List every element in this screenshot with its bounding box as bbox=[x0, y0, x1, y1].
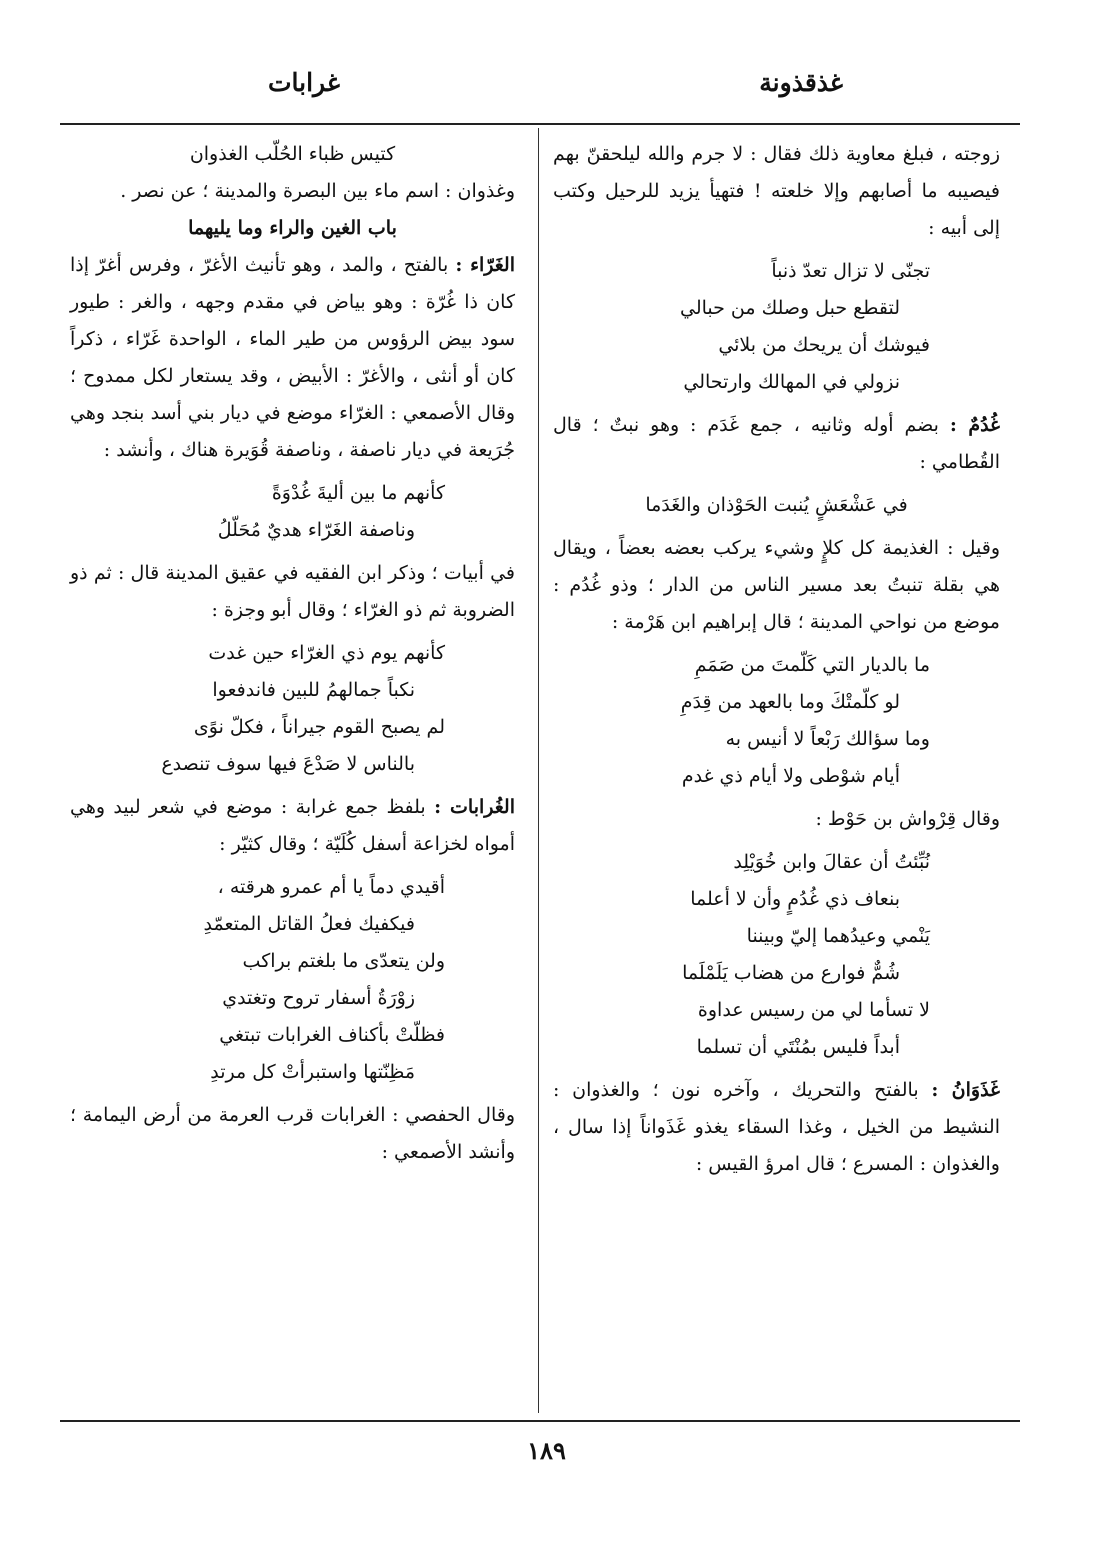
entry-headword: الغُرابات : bbox=[434, 796, 515, 818]
bottom-rule bbox=[60, 1420, 1020, 1422]
verse-line: ما بالديار التي كَلّمتَ من صَمَمِ bbox=[694, 654, 930, 676]
verse-line: كأنهم ما بين أليةَ غُدْوَةً bbox=[271, 482, 445, 504]
section-heading: باب الغين والراء وما يليهما bbox=[188, 217, 397, 239]
verse-line: أيام شوْطى ولا أيام ذي غدم bbox=[681, 765, 900, 787]
poem bbox=[553, 844, 1000, 1066]
entry-text: بضم أوله وثانيه ، جمع غَدَم : وهو نبتٌ ؛ قال القُطامي : bbox=[553, 414, 1000, 473]
entry-headword: غُدُمٌ : bbox=[949, 414, 1000, 436]
paragraph: زوجته ، فبلغ معاوية ذلك فقال : لا جرم والله ليلحقنّ بهم فيصيبه ما أصابهم وإلا خلعته ! فتهيأ يزيد للرحيل وكتب إلى أبيه : bbox=[553, 143, 1000, 239]
dictionary-entry bbox=[553, 1072, 1000, 1183]
paragraph: في أبيات ؛ وذكر ابن الفقيه في عقيق المدينة قال : ثم ذو الضروبة ثم ذو الغرّاء ؛ وقال أبو وجزة : bbox=[70, 562, 515, 621]
entry-text: بالفتح والتحريك ، وآخره نون ؛ والغذوان : النشيط من الخيل ، وغذا السقاء يغذو غَذَواناً إذا سال ، والغذوان : المسرع ؛ قال امرؤ القيس : bbox=[553, 1079, 1000, 1175]
poem bbox=[70, 475, 515, 549]
entry-headword: الغَرّاء : bbox=[455, 254, 515, 276]
entry-text: بالفتح ، والمد ، وهو تأنيث الأغرّ ، وفرس أغرّ إذا كان ذا غُرّة : وهو بياض في مقدم وجهه ، والغر : طيور سود بيض الرؤوس من طير الماء ، الواحدة غَرّاء ، ذكراً كان أو أنثى ، والأغرّ : الأبيض ، وقد يستعار لكل ممدوح ؛ وقال الأصمعي : الغرّاء موضع في ديار بني أسد بنجد وهي جُرَيعة في ديار ناصفة ، وناصفة قُوَيرة هناك ، وأنشد : bbox=[70, 254, 515, 461]
verse-line: ولن يتعدّى ما بلغتم براكب bbox=[242, 950, 445, 972]
poem bbox=[70, 635, 515, 783]
verse-line: وناصفة الغَرّاء هديٌ مُحَلّلُ bbox=[217, 519, 415, 541]
verse-line: لو كلّمتْكَ وما بالعهد من قِدَمِ bbox=[680, 691, 900, 713]
paragraph: وغذوان : اسم ماء بين البصرة والمدينة ؛ عن نصر . bbox=[120, 180, 515, 202]
entry-text: بلفظ جمع غرابة : موضع في شعر لبيد وهي أمواه لخزاعة أسفل كُلَيّة ؛ وقال كثيّر : bbox=[70, 796, 515, 855]
verse-line: وما سؤالك رَبْعاً لا أنيس به bbox=[725, 728, 930, 750]
poem bbox=[553, 647, 1000, 795]
verse-line: يَنْمي وعيدُهما إليّ وبيننا bbox=[746, 925, 930, 947]
verse-line: لم يصبح القوم جيراناً ، فكلّ نوًى bbox=[193, 716, 445, 738]
verse-line: نزولي في المهالك وارتحالي bbox=[683, 371, 900, 393]
column-divider bbox=[538, 128, 539, 1413]
dictionary-entry bbox=[553, 407, 1000, 481]
verse-line: فظلّتْ بأكناف الغرابات تبتغي bbox=[219, 1024, 445, 1046]
verse-line: فيكفيك فعلُ القاتل المتعمّدِ bbox=[203, 913, 415, 935]
verse-line: أبداً فليس بمُنْتَي أن تسلما bbox=[696, 1036, 900, 1058]
paragraph: وقيل : الغذيمة كل كلإٍ وشيء يركب بعضه بعضاً ، ويقال هي بقلة تنبتُ بعد مسير الناس من الدار ؛ وذو غُدُم : موضع من نواحي المدينة ؛ قال إبراهيم ابن هَرْمة : bbox=[553, 537, 1000, 633]
dictionary-entry bbox=[70, 789, 515, 863]
verse-line: شُمٌّ فوارع من هضاب يَلَمْلَما bbox=[682, 962, 900, 984]
paragraph: وقال الحفصي : الغرابات قرب العرمة من أرض اليمامة ؛ وأنشد الأصمعي : bbox=[70, 1104, 515, 1163]
verse-line: في عَشْعَشٍ يُنبت الحَوْذان والغَدَما bbox=[645, 494, 908, 516]
verse-line: كتيس ظباء الحُلّب الغذوان bbox=[189, 143, 396, 165]
verse-line: كأنهم يوم ذي الغرّاء حين غدت bbox=[208, 642, 445, 664]
poem bbox=[70, 869, 515, 1091]
running-header-left: غرابات bbox=[268, 68, 340, 97]
verse-line: لتقطع حبل وصلك من حبالي bbox=[679, 297, 900, 319]
poem bbox=[553, 487, 1000, 524]
dictionary-entry bbox=[70, 247, 515, 469]
right-column bbox=[553, 136, 1000, 1183]
verse-line: تجنّى لا تزال تعدّ ذنباً bbox=[771, 260, 930, 282]
entry-headword: غَذَوَانُ : bbox=[931, 1079, 1000, 1101]
verse-line: أقيدي دماً يا أم عمرو هرقته ، bbox=[217, 876, 445, 898]
verse-line: لا تسأما لي من رسيس عداوة bbox=[697, 999, 930, 1021]
page-number: ١٨٩ bbox=[527, 1436, 566, 1465]
poem bbox=[553, 253, 1000, 401]
verse-line: نكباً جمالهمُ للبين فاندفعوا bbox=[212, 679, 415, 701]
verse-line: بالناس لا صَدْعَ فيها سوف تنصدع bbox=[161, 753, 415, 775]
left-column bbox=[70, 136, 515, 1171]
top-rule bbox=[60, 123, 1020, 125]
verse-line: مَظِنّتها واستبرأتْ كل مرتدِ bbox=[210, 1061, 415, 1083]
verse-line: فيوشك أن يريحك من بلائي bbox=[718, 334, 930, 356]
verse-line: بنعاف ذي غُدُمٍ وأن لا أعلما bbox=[690, 888, 900, 910]
paragraph: وقال قِرْواش بن حَوْط : bbox=[815, 808, 1000, 830]
verse-line: زوْرَةُ أسفار تروح وتغتدي bbox=[222, 987, 415, 1009]
running-header-right: غذقذونة bbox=[759, 68, 843, 97]
verse-line: نُبِّئتُ أن عقالَ وابن خُوَيْلِد bbox=[733, 851, 930, 873]
